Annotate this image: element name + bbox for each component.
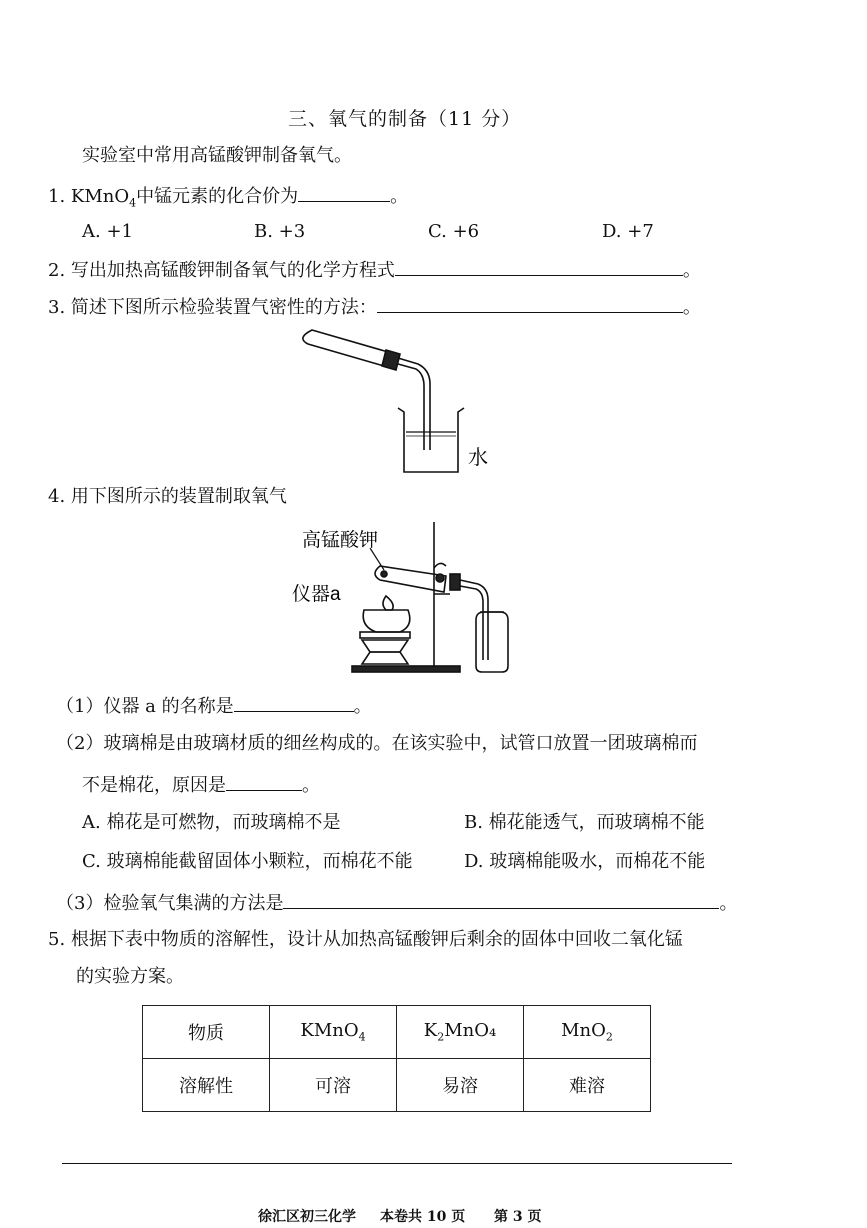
q4-sub2-line2	[82, 772, 320, 797]
q1-text-prefix: KMnO	[70, 186, 130, 207]
q4-text: 用下图所示的装置制取氧气	[70, 486, 287, 507]
q4-sub2-option-d: D. 玻璃棉能吸水，而棉花不能	[464, 851, 706, 872]
q4-sub2-line1	[56, 733, 697, 755]
q1-option-c: C. +6	[428, 221, 480, 242]
table-row-label: 溶解性	[143, 1059, 270, 1112]
q4-sub2-end: 。	[302, 775, 320, 796]
q4-sub1-end: 。	[353, 696, 372, 717]
q3-text: 简述下图所示检验装置气密性的方法：	[70, 297, 377, 318]
footer-total-pages: 本卷共 10 页	[380, 1209, 466, 1225]
q4-sub2-answer-blank[interactable]	[226, 772, 302, 791]
q5-text2: 的实验方案。	[76, 966, 184, 987]
q1-option-a: A. +1	[82, 221, 133, 242]
water-label: 水	[468, 447, 488, 469]
q2-number: 2.	[48, 260, 66, 281]
q4-sub2-text1: 玻璃棉是由玻璃材质的细丝构成的。在该实验中，试管口放置一团玻璃棉而	[103, 733, 698, 754]
substance-3-sub: 2	[605, 1030, 613, 1044]
substance-2-sub: 2	[437, 1030, 445, 1044]
instrument-a-label: 仪器a	[292, 584, 341, 605]
q4-sub3-end: 。	[719, 893, 738, 914]
section-intro: 实验室中常用高锰酸钾制备氧气。	[82, 145, 352, 166]
q4-sub3-answer-blank[interactable]	[283, 890, 719, 909]
q4-sub3-number: （3）	[56, 893, 104, 914]
footer-divider	[62, 1163, 732, 1164]
alcohol-lamp	[363, 610, 410, 632]
q4-sub3-text: 检验氧气集满的方法是	[103, 893, 284, 914]
q4-number: 4.	[48, 486, 66, 507]
q4-sub3	[56, 890, 737, 915]
q4-sub2-option-c: C. 玻璃棉能截留固体小颗粒，而棉花不能	[82, 851, 413, 872]
q4-sub1-answer-blank[interactable]	[234, 693, 354, 712]
question-5-line1	[48, 929, 683, 951]
q3-number: 3.	[48, 297, 66, 318]
table-row	[143, 1006, 651, 1059]
reaction-stopper	[450, 574, 460, 590]
gas-collecting-bottle	[476, 612, 508, 672]
substance-2-main: K	[423, 1020, 438, 1042]
q1-option-b: B. +3	[254, 221, 306, 242]
q4-sub2-text2: 不是棉花，原因是	[82, 775, 226, 796]
q4-sub1-text: 仪器 a 的名称是	[103, 696, 234, 717]
q3-end: 。	[682, 297, 701, 318]
table-cell-solubility-2: 易溶	[397, 1059, 524, 1112]
q1-option-d: D. +7	[602, 221, 654, 242]
substance-2-tail: MnO₄	[444, 1020, 497, 1042]
q5-text1: 根据下表中物质的溶解性，设计从加热高锰酸钾后剩余的固体中回收二氧化锰	[70, 929, 683, 950]
solubility-table	[142, 1005, 651, 1112]
footer-school: 徐汇区初三化学	[258, 1209, 356, 1225]
q2-end: 。	[682, 260, 701, 281]
table-row	[143, 1059, 651, 1112]
kmno4-label: 高锰酸钾	[302, 530, 379, 551]
q4-sub2-number: （2）	[56, 733, 104, 754]
table-header-label: 物质	[143, 1006, 270, 1059]
substance-3-main: MnO	[561, 1020, 606, 1042]
footer-page-number: 第 3 页	[494, 1209, 542, 1225]
q4-sub1	[56, 693, 372, 718]
substance-1-main: KMnO	[300, 1020, 359, 1042]
q2-text: 写出加热高锰酸钾制备氧气的化学方程式	[70, 260, 395, 281]
q1-text-suffix: 中锰元素的化合价为	[136, 186, 299, 207]
q1-number: 1.	[48, 186, 66, 207]
q1-text-sub: 4	[129, 196, 137, 210]
q4-sub2-option-a: A. 棉花是可燃物，而玻璃棉不是	[82, 812, 341, 833]
section-title: 三、氧气的制备（11 分）	[288, 108, 522, 130]
table-cell-substance-1	[270, 1006, 397, 1059]
table-cell-substance-3	[524, 1006, 651, 1059]
q5-number: 5.	[48, 929, 66, 950]
table-cell-solubility-1: 可溶	[270, 1059, 397, 1112]
q4-sub1-number: （1）	[56, 696, 104, 717]
q1-end: 。	[390, 186, 409, 207]
table-cell-substance-2	[397, 1006, 524, 1059]
q4-sub2-option-b: B. 棉花能透气，而玻璃棉不能	[464, 812, 705, 833]
iron-stand-base	[352, 666, 460, 672]
table-cell-solubility-3: 难溶	[524, 1059, 651, 1112]
substance-1-sub: 4	[358, 1030, 366, 1044]
